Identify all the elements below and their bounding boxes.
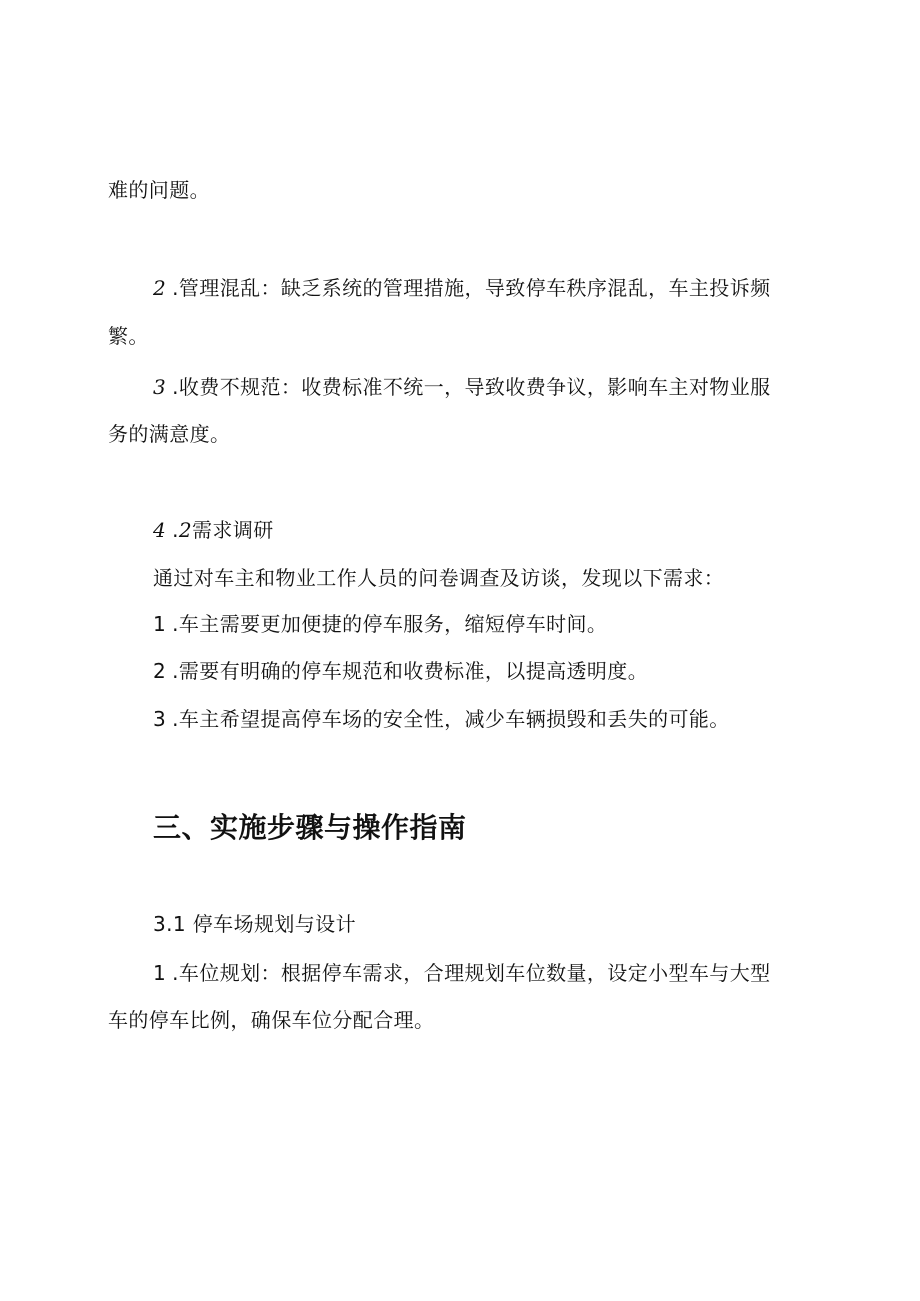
need-item-1: 1 .车主需要更加便捷的停车服务，缩短停车时间。 xyxy=(153,612,608,636)
list-number: 1 xyxy=(153,961,167,985)
list-separator: . xyxy=(172,276,179,300)
list-item-2-line1: 2 .管理混乱：缺乏系统的管理措施，导致停车秩序混乱，车主投诉频 xyxy=(153,276,771,300)
section-heading-4-2: 4 .2需求调研 xyxy=(153,518,274,542)
list-number: 2 xyxy=(153,659,167,683)
list-item-2-line2: 繁。 xyxy=(108,324,149,348)
section-heading-3-1: 3.1 停车场规划与设计 xyxy=(153,912,356,936)
list-number: 3 xyxy=(153,707,167,731)
list-separator: . xyxy=(172,375,179,399)
section-title: 需求调研 xyxy=(192,518,274,542)
section-number: 4 xyxy=(153,518,167,542)
list-number: 3 xyxy=(153,375,167,399)
need-item-3: 3 .车主希望提高停车场的安全性，减少车辆损毁和丢失的可能。 xyxy=(153,707,730,731)
list-item-3-line2: 务的满意度。 xyxy=(108,422,231,446)
list-item-3-line1: 3 .收费不规范：收费标准不统一，导致收费争议，影响车主对物业服 xyxy=(153,375,771,399)
chapter-3-title: 三、实施步骤与操作指南 xyxy=(153,811,467,844)
plan-item-1-line2: 车的停车比例，确保车位分配合理。 xyxy=(108,1008,435,1032)
paragraph-continuation: 难的问题。 xyxy=(108,178,210,202)
list-number: 2 xyxy=(153,276,167,300)
plan-item-1-line1: 1 .车位规划：根据停车需求，合理规划车位数量，设定小型车与大型 xyxy=(153,961,771,985)
survey-intro: 通过对车主和物业工作人员的问卷调查及访谈，发现以下需求： xyxy=(153,566,725,590)
need-item-2: 2 .需要有明确的停车规范和收费标准，以提高透明度。 xyxy=(153,659,649,683)
list-number: 1 xyxy=(153,612,167,636)
section-subnumber: 2 xyxy=(178,518,193,542)
